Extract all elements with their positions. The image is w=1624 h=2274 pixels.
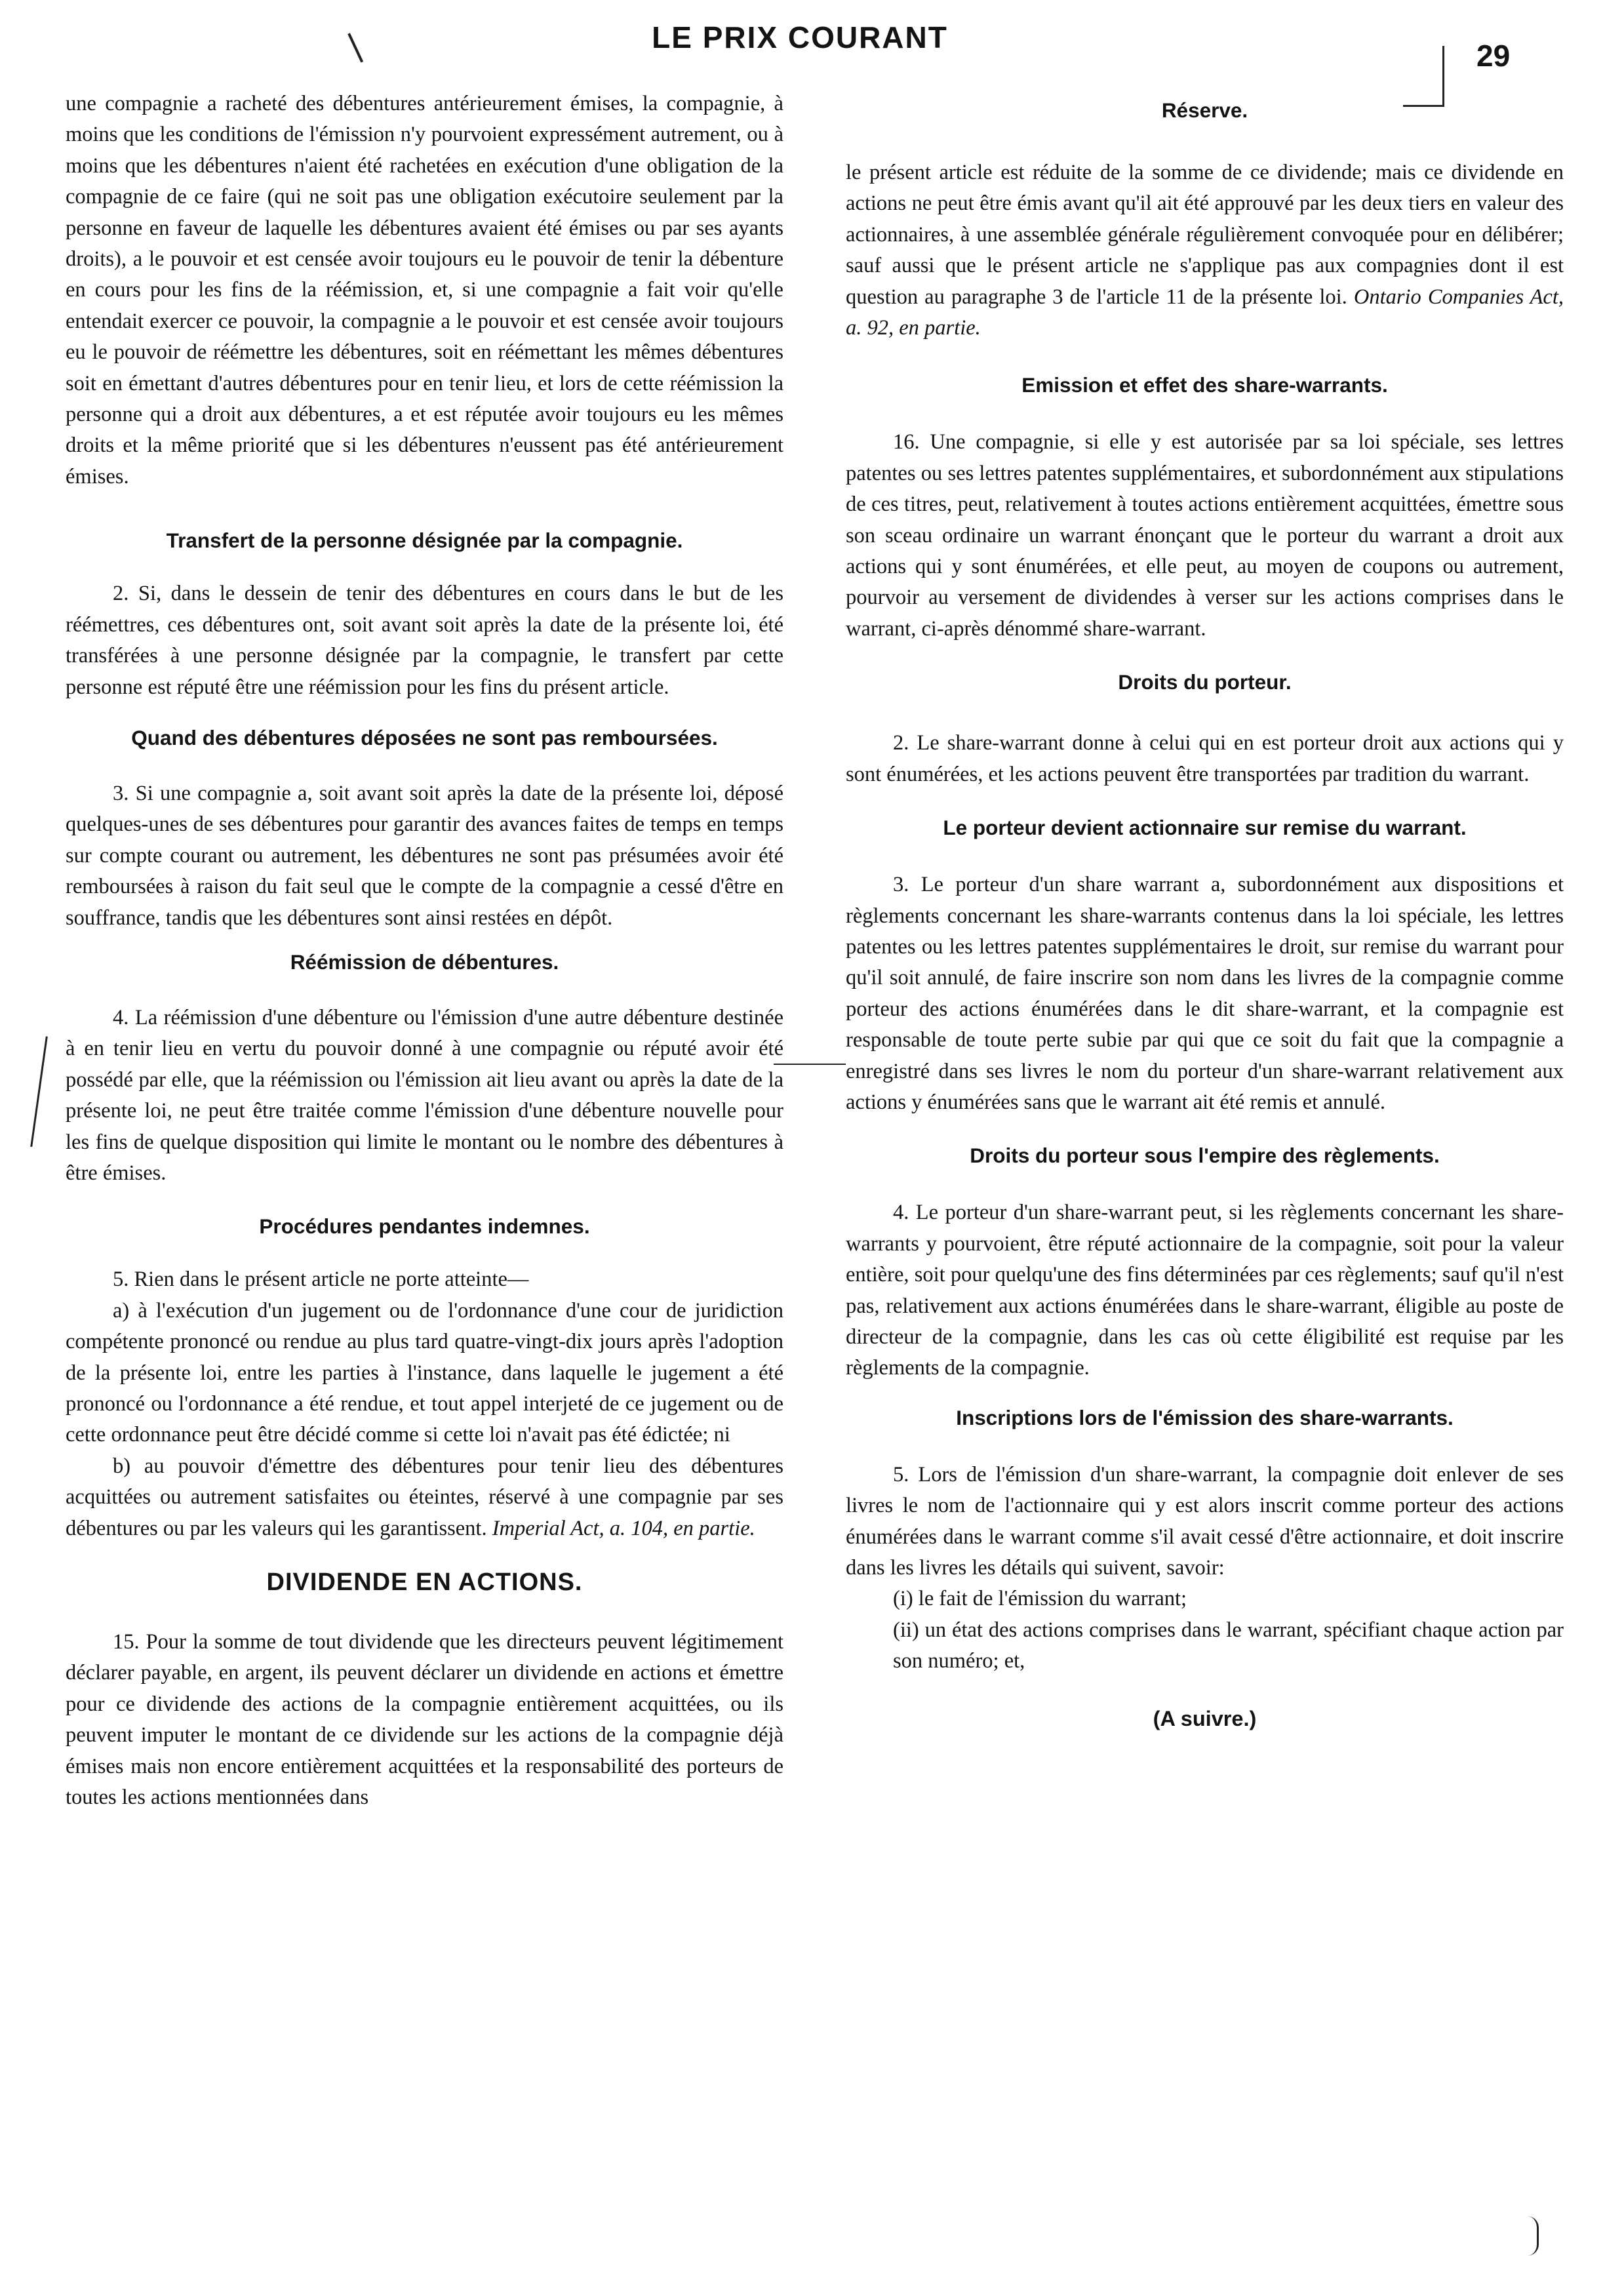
left-column <box>66 89 783 1813</box>
heading-holder-rights: Droits du porteur. <box>1118 670 1292 694</box>
pencil-line-margin <box>30 1036 50 1147</box>
heading-holder-becomes-shareholder: Le porteur devient actionnaire sur remise du warrant. <box>943 816 1467 840</box>
paragraph-16-5-i: (i) le fait de l'émission du warrant; <box>893 1587 1187 1611</box>
citation-imperial-act: Imperial Act, a. 104, en partie. <box>492 1516 755 1540</box>
heading-entries-on-issue: Inscriptions lors de l'émission des share-warrants. <box>956 1405 1454 1429</box>
heading-deposited-debentures: Quand des débentures déposées ne sont pas remboursées. <box>131 725 718 749</box>
paragraph-3: 3. Si une compagnie a, soit avant soit après la date de la présente loi, déposé quelques-unes de ses débentures pour garantir des avances faites de temps en temps sur compte courant ou autrement, les débentures ne sont pas présumées avoir été remboursées à raison du fait seul que le compte de la compagnie a cessé d'être en souffrance, tandis que les débentures sont ainsi restées en dépôt. <box>66 781 783 930</box>
paragraph-16-2: 2. Le share-warrant donne à celui qui en est porteur droit aux actions qui y sont énumérées, et les actions peuvent être transportées par tradition du warrant. <box>846 731 1564 786</box>
heading-transfer: Transfert de la personne désignée par la compagnie. <box>166 529 683 553</box>
citation-ontario-act: Ontario Companies Act, a. 92, en partie. <box>846 285 1564 340</box>
paragraph-5b <box>66 1451 783 1544</box>
paragraph-16: 16. Une compagnie, si elle y est autorisée par sa loi spéciale, ses lettres patentes ou ses lettres patentes supplémentaires, et subordonnément aux stipulations de ces titres, peut, relativement à toutes actions entièrement acquittées, émettre sous son sceau ordinaire un warrant énonçant que le porteur du warrant a droit aux actions qui y sont énumérées, et elle peut, au moyen de coupons ou autrement, pourvoir au versement de dividendes à verser sur les actions comprises dans le warrant, ci-après dénommé share-warrant. <box>846 430 1564 641</box>
paragraph-16-5-ii: (ii) un état des actions comprises dans le warrant, spécifiant chaque action par son numéro; et, <box>893 1618 1564 1673</box>
heading-reissue: Réémission de débentures. <box>290 949 559 974</box>
pencil-line-margin-2 <box>774 1064 846 1066</box>
paragraph-reissue-continued: une compagnie a racheté des débentures antérieurement émises, la compagnie, à moins que les conditions de l'émission n'y pourvoient expressément autrement, ou à moins que les débentures n'aient été rachetées en exécution d'une obligation de la compagnie de ce faire (qui ne soit pas une obligation exécutoire seulement par la personne en faveur de laquelle les débentures avaient été émises ou par ses ayants droits), a le pouvoir et est censée avoir toujours eu le pouvoir de tenir la débenture en cours pour les fins de la réémission, et, si une compagnie a fait voir qu'elle entendait exercer ce pouvoir, la compagnie a le pouvoir et est censée avoir toujours eu le pouvoir de réémettre les débentures, soit en réémettant les mêmes débentures soit en émettant d'autres débentures pour en tenir lieu, et lors de cette réémission la personne qui a droit aux débentures, a et est réputée avoir toujours eu les mêmes droits et la même priorité que si les débentures n'eussent pas été antérieurement émises. <box>66 92 783 489</box>
pencil-mark-top <box>347 32 366 63</box>
paragraph-15: 15. Pour la somme de tout dividende que les directeurs peuvent légitimement déclarer payable, en argent, ils peuvent déclarer un dividende en actions et émettre pour ce dividende des actions de la compagnie entièrement acquittées, ou ils peuvent imputer le montant de ce dividende sur les actions de la compagnie déjà émises mais non encore entièrement acquittées et la responsabilité des porteurs de toutes les actions mentionnées dans <box>66 1630 783 1810</box>
running-title: LE PRIX COURANT <box>652 20 948 54</box>
pencil-arc-bottom <box>1528 2216 1539 2256</box>
section-title-stock-dividend: DIVIDENDE EN ACTIONS. <box>266 1568 583 1597</box>
paragraph-16-5: 5. Lors de l'émission d'un share-warrant, la compagnie doit enlever de ses livres le nom de l'actionnaire qui y est alors inscrit comme porteur des actions énumérées dans le warrant comme s'il avait cessé d'être actionnaire, et doit inscrire dans les livres les détails qui suivent, savoir: <box>846 1462 1564 1580</box>
to-be-continued: (A suivre.) <box>1153 1706 1257 1730</box>
right-column <box>846 89 1564 1734</box>
heading-holder-rights-regulations: Droits du porteur sous l'empire des règlements. <box>970 1144 1440 1168</box>
paragraph-2: 2. Si, dans le dessein de tenir des débentures en cours dans le but de les réémettres, ces débentures ont, soit avant soit après la date de la présente loi, été transférées à une personne désignée par la compagnie, le transfert par cette personne est réputé être une réémission pour les fins du présent article. <box>66 582 783 699</box>
page-number: 29 <box>1476 39 1511 73</box>
paragraph-15-continued-text: le présent article est réduite de la somme de ce dividende; mais ce dividende en actions ne peut être émis avant qu'il ait été approuvé par les deux tiers en valeur des actionnaires, à une assemblée générale régulièrement convoquée pour en délibérer; sauf aussi que le présent article ne s'applique pas aux compagnies dont il est question au paragraphe 3 de l'article 11 de la présente loi. <box>846 161 1564 309</box>
heading-reserve: Réserve. <box>1161 98 1248 122</box>
paragraph-4: 4. La réémission d'une débenture ou l'émission d'une autre débenture destinée à en tenir lieu en vertu du pouvoir donné à une compagnie ou réputé avoir été possédé par elle, que la réémission ou l'émission ait lieu avant ou après la date de la présente loi, ne peut être traitée comme l'émission d'une débenture nouvelle pour les fins de quelque disposition qui limite le montant ou le nombre des débentures à être émises. <box>66 1005 783 1185</box>
paragraph-16-3: 3. Le porteur d'un share warrant a, subordonnément aux dispositions et règlements concernant les share-warrants contenus dans la loi spéciale, les lettres patentes ou les lettres patentes supplémentaires le droit, sur remise du warrant pour qu'il soit annulé, de faire inscrire son nom dans les livres de la compagnie comme porteur des actions énumérées dans le dit share-warrant, et la compagnie est responsable de toute perte subie par qui que ce soit du fait que la compagnie a enregistré dans ses livres le nom du porteur d'un share-warrant relativement aux actions y énumérées sans que le warrant ait été remis et annulé. <box>846 873 1564 1114</box>
paragraph-5b-text: b) au pouvoir d'émettre des débentures pour tenir lieu des débentures acquittées ou autrement satisfaites ou éteintes, réservé à une compagnie par ses débentures ou par les valeurs qui les garantissent. <box>66 1454 783 1540</box>
paragraph-5: 5. Rien dans le présent article ne porte atteinte— <box>113 1267 529 1292</box>
paragraph-16-4: 4. Le porteur d'un share-warrant peut, si les règlements concernant les share-warrants y pourvoient, être réputé actionnaire de la compagnie, soit pour la valeur entière, soit pour quelqu'une des fins déterminées par ces règlements; sauf qu'il n'est pas, relativement aux actions énumérées dans le share-warrant, éligible au poste de directeur de la compagnie, dans les cas où cette éligibilité est requise par les règlements de la compagnie. <box>846 1201 1564 1380</box>
heading-pending-proceedings: Procédures pendantes indemnes. <box>259 1214 590 1239</box>
heading-share-warrants: Emission et effet des share-warrants. <box>1021 373 1388 397</box>
paragraph-5a: a) à l'exécution d'un jugement ou de l'ordonnance d'une cour de juridiction compétente prononcé ou rendue au plus tard quatre-vingt-dix jours après l'adoption de la présente loi, entre les parties à l'instance, dans laquelle le jugement a été prononcé ou l'ordonnance a été rendue, et tout appel interjeté de ce jugement ou de cette ordonnance peut être décidé comme si cette loi n'avait pas été édictée; ni <box>66 1298 783 1447</box>
paragraph-15-continued <box>846 157 1564 344</box>
